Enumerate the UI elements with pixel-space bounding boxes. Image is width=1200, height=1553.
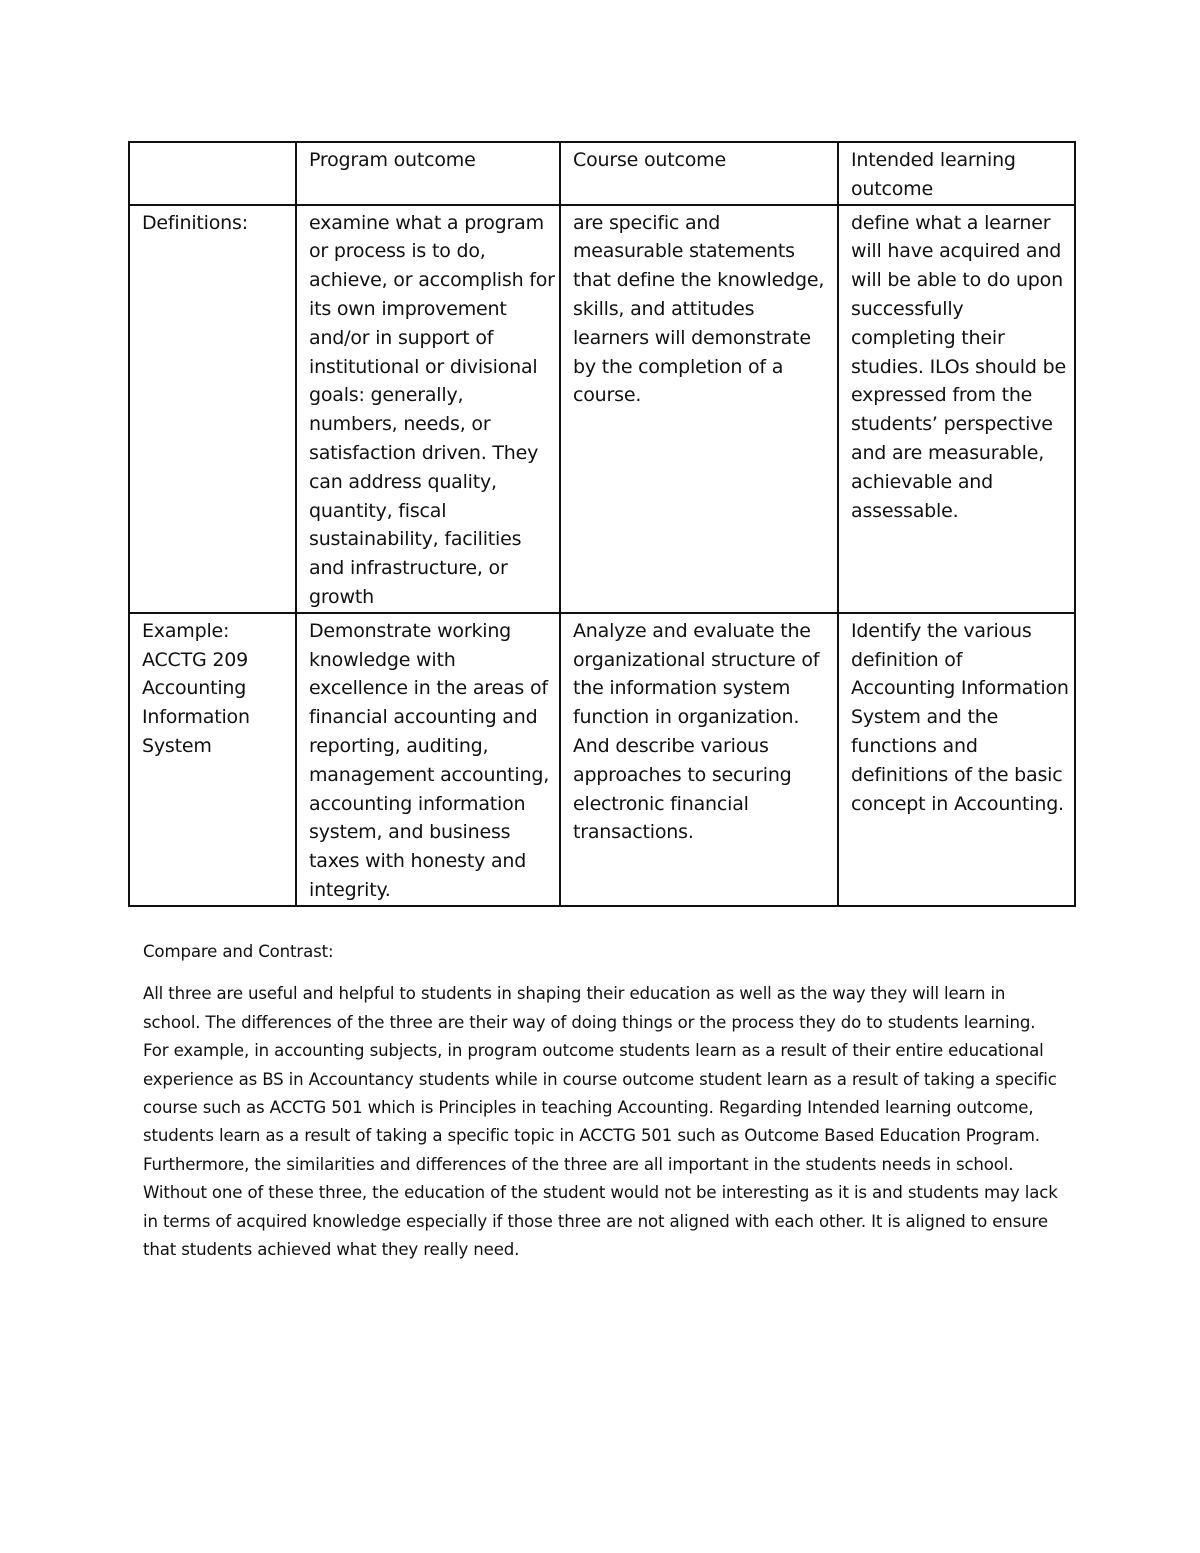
definition-intended-learning-outcome: define what a learner will have acquired and will be able to do upon successfully completing their studies. ILOs should be expressed from the students’ perspective and are measurable, achievable and assessable. — [838, 205, 1075, 613]
outcomes-table — [128, 141, 1076, 907]
compare-paragraph: All three are useful and helpful to students in shaping their education as well as the way they will learn in school. The differences of the three are their way of doing things or the process they do to students learning. For example, in accounting subjects, in program outcome students learn as a result of their entire educational experience as BS in Accountancy students while in course outcome student learn as a result of taking a specific course such as ACCTG 501 which is Principles in teaching Accounting. Regarding Intended learning outcome, students learn as a result of taking a specific topic in ACCTG 501 such as Outcome Based Education Program. Furthermore, the similarities and differences of the three are all important in the students needs in school. Without one of these three, the education of the student would not be interesting as it is and students may lack in terms of acquired knowledge especially if those three are not aligned with each other. It is aligned to ensure that students achieved what they really need. — [143, 984, 1058, 1260]
example-label: Example: ACCTG 209 Accounting Information System — [129, 613, 296, 906]
compare-contrast-section — [143, 938, 1063, 1264]
table-row-definitions — [129, 205, 1075, 613]
header-intended-learning-outcome: Intended learning outcome — [838, 142, 1075, 205]
definitions-label: Definitions: — [129, 205, 296, 613]
example-course-outcome: Analyze and evaluate the organizational structure of the information system function in organization. And describe various approaches to securing electronic financial transactions. — [560, 613, 838, 906]
header-course-outcome: Course outcome — [560, 142, 838, 205]
header-blank-cell — [129, 142, 296, 205]
definition-course-outcome: are specific and measurable statements that define the knowledge, skills, and attitudes learners will demonstrate by the completion of a course. — [560, 205, 838, 613]
compare-heading: Compare and Contrast: — [143, 942, 334, 961]
example-program-outcome: Demonstrate working knowledge with excellence in the areas of financial accounting and reporting, auditing, management accounting, accounting information system, and business taxes with honesty and integrity. — [296, 613, 560, 906]
definition-program-outcome: examine what a program or process is to do, achieve, or accomplish for its own improvement and/or in support of institutional or divisional goals: generally, numbers, needs, or satisfaction driven. They can address quality, quantity, fiscal sustainability, facilities and infrastructure, or growth — [296, 205, 560, 613]
header-program-outcome: Program outcome — [296, 142, 560, 205]
table-row-example — [129, 613, 1075, 906]
table-header-row — [129, 142, 1075, 205]
example-intended-learning-outcome: Identify the various definition of Accounting Information System and the functions and definitions of the basic concept in Accounting. — [838, 613, 1075, 906]
